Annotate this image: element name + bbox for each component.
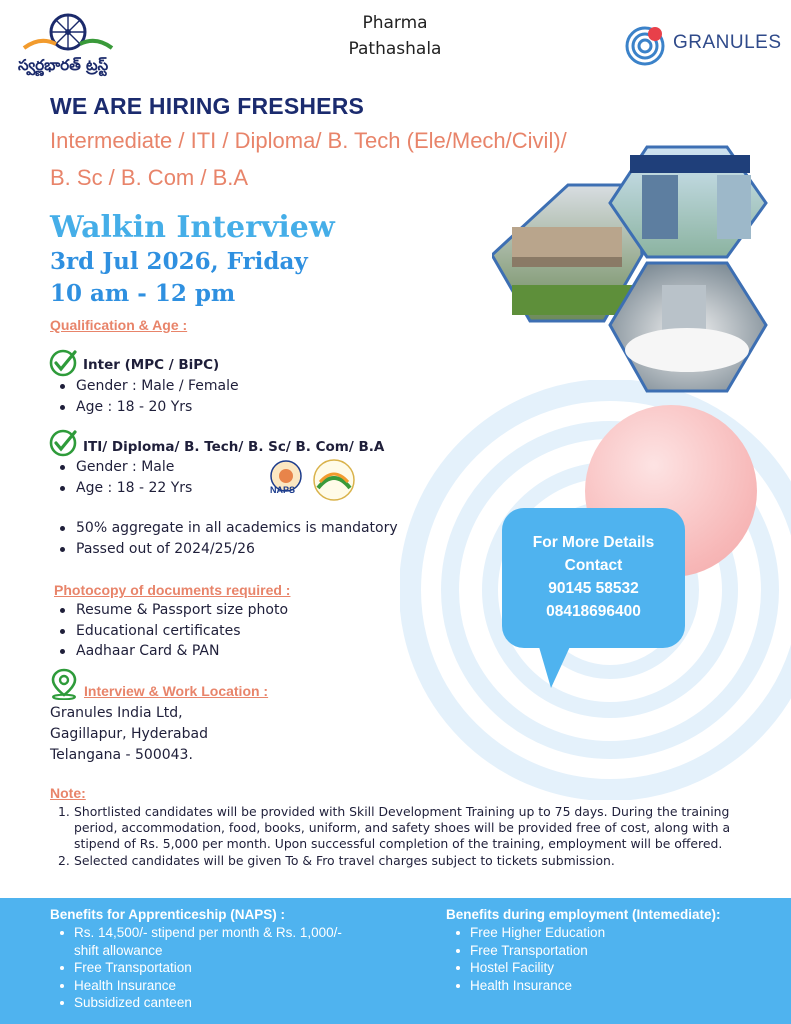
list-item: Health Insurance [50, 977, 370, 995]
list-item: Hostel Facility [446, 959, 786, 977]
qualifications-line-2: B. Sc / B. Com / B.A [50, 165, 249, 190]
apprenticeship-benefits [50, 906, 370, 1012]
note-heading: Note: [50, 785, 86, 801]
list-item: Educational certificates [50, 621, 288, 642]
qualifications-line-1: Intermediate / ITI / Diploma/ B. Tech (Ele/Mech/Civil)/ [50, 128, 567, 153]
walkin-title: Walkin Interview [50, 210, 335, 245]
apprenticeship-benefits-heading: Benefits for Apprenticeship (NAPS) : [50, 907, 286, 922]
granules-logo [625, 22, 785, 66]
employment-benefits-list [446, 924, 786, 994]
list-item: Resume & Passport size photo [50, 600, 288, 621]
note-item [58, 804, 770, 853]
logo-telugu-text: స్వర్ణభారత్ ట్రస్ట్ [18, 56, 109, 74]
swarna-bharat-trust-logo [18, 12, 128, 78]
note-text: Shortlisted candidates will be provided with Skill Development Training up to 75 days. During the training period, accommodation, food, books, uniform, and safety shoes will be provided free of cost, along with a stipend of Rs. 5,000 per month. Upon successful completion of the training, employment will be offered. [74, 804, 731, 852]
contact-bubble-tail [537, 640, 573, 688]
address-line: Granules India Ltd, [50, 705, 183, 721]
address-line: Gagillapur, Hyderabad [50, 726, 208, 742]
contact-line-2: Contact [564, 557, 623, 574]
documents-list [50, 600, 288, 662]
list-item: 50% aggregate in all academics is mandatory [50, 518, 398, 539]
walkin-time: 10 am - 12 pm [50, 280, 236, 307]
address-line: Telangana - 500043. [50, 747, 193, 763]
employment-benefits [446, 906, 786, 994]
list-item: Gender : Male [50, 457, 192, 478]
header-title-line2: Pathashala [348, 39, 442, 59]
checkmark-icon [48, 348, 78, 378]
granules-mark-icon [625, 22, 669, 66]
contact-details [502, 531, 685, 623]
granules-logo-text: GRANULES [673, 32, 782, 53]
naps-label: NAPS [270, 485, 296, 495]
qualification-heading: Qualification & Age : [50, 317, 188, 333]
facility-photos [492, 145, 772, 395]
note-number: 2. [58, 852, 70, 868]
tablet-machine-photo [610, 263, 766, 391]
hiring-headline: WE ARE HIRING FRESHERS [50, 93, 365, 119]
location-pin-icon [50, 668, 78, 700]
inter-criteria-list [50, 376, 239, 417]
contact-phone-2[interactable]: 08418696400 [546, 603, 641, 620]
list-item: Passed out of 2024/25/26 [50, 539, 398, 560]
skill-india-icon [314, 460, 354, 500]
contact-line-1: For More Details [532, 534, 655, 551]
list-item: Free Transportation [50, 959, 370, 977]
list-item: Subsidized canteen [50, 994, 370, 1012]
documents-heading: Photocopy of documents required : [54, 582, 291, 598]
group-title-degree: ITI/ Diploma/ B. Tech/ B. Sc/ B. Com/ B.A [83, 439, 385, 455]
employment-benefits-heading: Benefits during employment (Intemediate): [446, 907, 721, 922]
list-item: Age : 18 - 20 Yrs [50, 397, 239, 418]
list-item: Age : 18 - 22 Yrs [50, 478, 192, 499]
naps-logos [262, 458, 358, 508]
contact-phone-1[interactable]: 90145 58532 [548, 580, 639, 597]
note-number: 1. [58, 804, 70, 819]
general-criteria-list [50, 518, 398, 559]
group-title-inter: Inter (MPC / BiPC) [83, 357, 220, 373]
list-item: Health Insurance [446, 977, 786, 995]
note-list [58, 804, 770, 869]
degree-criteria-list [50, 457, 192, 498]
note-item [58, 853, 770, 869]
walkin-date: 3rd Jul 2026, Friday [50, 248, 308, 275]
list-item: Free Transportation [446, 942, 786, 960]
apprenticeship-benefits-list [50, 924, 370, 1012]
checkmark-icon [48, 428, 78, 458]
location-heading: Interview & Work Location : [84, 683, 269, 699]
list-item: Free Higher Education [446, 924, 786, 942]
tricolor-swoosh-icon [22, 34, 114, 54]
list-item: Gender : Male / Female [50, 376, 239, 397]
header-title [330, 10, 460, 62]
list-item: Aadhaar Card & PAN [50, 641, 288, 662]
list-item: Rs. 14,500/- stipend per month & Rs. 1,000/- shift allowance [50, 924, 370, 959]
header-title-line1: Pharma [362, 13, 428, 33]
address-block [50, 703, 208, 766]
note-text: Selected candidates will be given To & Fro travel charges subject to tickets submission. [74, 852, 615, 868]
